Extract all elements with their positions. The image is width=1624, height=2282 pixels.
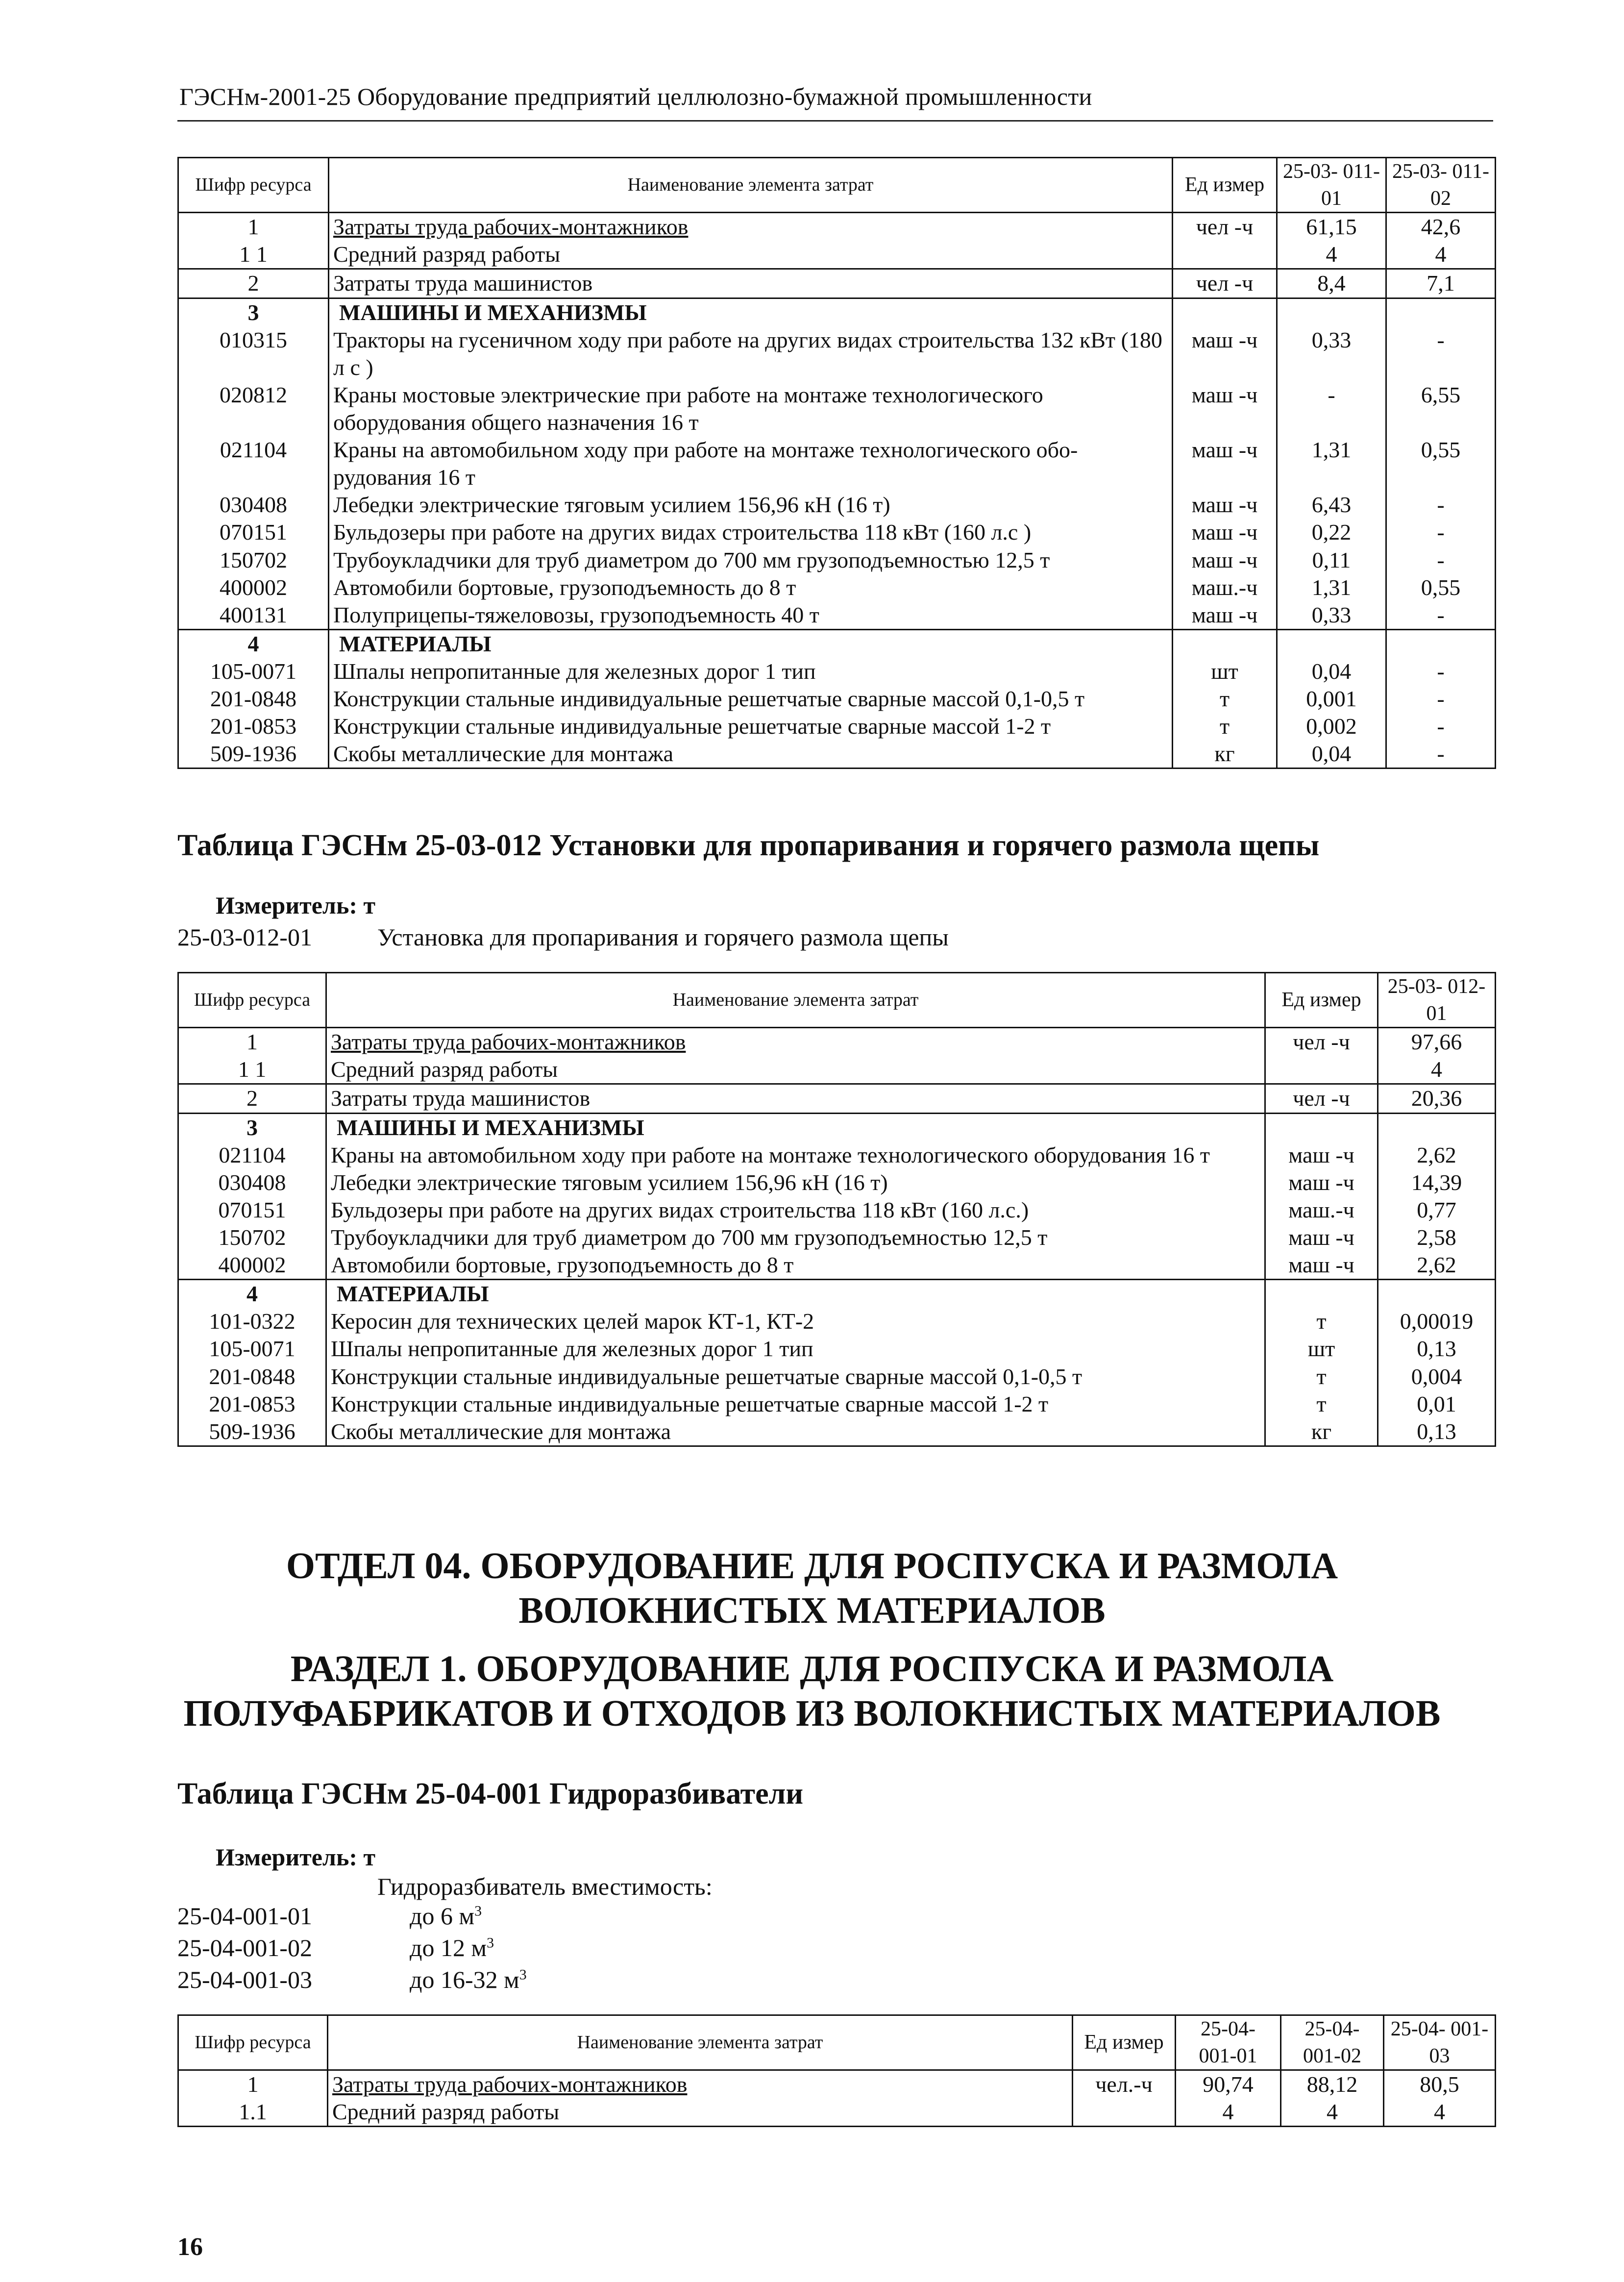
cell-name: Лебедки электрические тяговым усилием 156,96 кН (16 т) [326, 1169, 1265, 1196]
department-title-line-1: ОТДЕЛ 04. ОБОРУДОВАНИЕ ДЛЯ РОСПУСКА И РАЗМОЛА [286, 1545, 1338, 1587]
table-row [178, 1169, 1496, 1196]
cell-code: 010315 [178, 326, 329, 381]
item-code: 25-03-012-01 [177, 923, 312, 951]
cell-name: Конструкции стальные индивидуальные решетчатые сварные массой 1-2 т [326, 1390, 1265, 1418]
table-row [178, 1390, 1496, 1418]
cell-unit: маш -ч [1173, 381, 1277, 436]
cell-value: 88,12 [1281, 2070, 1384, 2099]
resource-table-25-03-011 [177, 157, 1496, 769]
resource-table-25-04-001 [177, 2014, 1496, 2127]
cell-name: Скобы металлические для монтажа [329, 740, 1173, 769]
col-header-unit: Ед измер [1265, 973, 1378, 1028]
cell-unit: т [1173, 713, 1277, 740]
cell-value: 0,22 [1277, 519, 1386, 546]
cell-value [1386, 629, 1496, 658]
cell-unit: кг [1265, 1418, 1378, 1446]
cell-name: Трубоукладчики для труб диаметром до 700 мм грузоподъемностью 12,5 т [326, 1224, 1265, 1251]
cell-unit: шт [1173, 658, 1277, 685]
cell-value: 2,58 [1378, 1224, 1496, 1251]
cell-unit: т [1173, 685, 1277, 713]
table-row [178, 2098, 1496, 2127]
cell-code: 201-0848 [178, 685, 329, 713]
cell-unit [1265, 1280, 1378, 1308]
cell-value: 4 [1281, 2098, 1384, 2127]
cell-value: 4 [1277, 241, 1386, 269]
table-row [178, 1028, 1496, 1056]
cell-code: 1 [178, 2070, 328, 2099]
table-row [178, 740, 1496, 769]
table-row [178, 241, 1496, 269]
cell-value: - [1386, 740, 1496, 769]
table-row [178, 1224, 1496, 1251]
cell-section-title: МАШИНЫ И МЕХАНИЗМЫ [329, 298, 1173, 326]
cell-value: 8,4 [1277, 269, 1386, 298]
section-row-materials [178, 1280, 1496, 1308]
cell-unit [1173, 629, 1277, 658]
cell-value: 0,00019 [1378, 1308, 1496, 1335]
cell-value: 0,001 [1277, 685, 1386, 713]
col-header-unit: Ед измер [1173, 158, 1277, 213]
cell-unit: кг [1173, 740, 1277, 769]
cell-value: 42,6 [1386, 213, 1496, 241]
cell-code: 400131 [178, 601, 329, 630]
cell-unit: т [1265, 1308, 1378, 1335]
cell-value: 20,36 [1378, 1084, 1496, 1113]
cell-name: Автомобили бортовые, грузоподъемность до 8 т [326, 1251, 1265, 1280]
cell-value: - [1386, 601, 1496, 630]
cell-unit: т [1265, 1390, 1378, 1418]
table-row [178, 1084, 1496, 1113]
cell-unit: маш -ч [1173, 601, 1277, 630]
cell-unit [1173, 298, 1277, 326]
cell-name: Краны на автомобильном ходу при работе на монтаже технологического оборудования 16 т [326, 1141, 1265, 1169]
cell-value: 61,15 [1277, 213, 1386, 241]
table-row [178, 326, 1496, 381]
table-header-row [178, 158, 1496, 213]
cell-code: 021104 [178, 1141, 326, 1169]
table-row [178, 601, 1496, 630]
cell-code: 2 [178, 1084, 326, 1113]
cell-code: 020812 [178, 381, 329, 436]
cell-unit: чел -ч [1265, 1084, 1378, 1113]
cell-value: 97,66 [1378, 1028, 1496, 1056]
cell-unit: маш -ч [1173, 519, 1277, 546]
table-header-row [178, 2015, 1496, 2070]
cell-code: 1 1 [178, 1056, 326, 1084]
col-header-code: Шифр ресурса [178, 2015, 328, 2070]
subsection-title-line-1: РАЗДЕЛ 1. ОБОРУДОВАНИЕ ДЛЯ РОСПУСКА И РАЗМОЛА [290, 1648, 1334, 1689]
col-header-rate-3: 25-04- 001-03 [1384, 2015, 1496, 2070]
cell-code: 201-0848 [178, 1363, 326, 1390]
cell-unit: маш.-ч [1265, 1196, 1378, 1224]
cell-code: 070151 [178, 519, 329, 546]
cell-unit: маш -ч [1265, 1169, 1378, 1196]
cell-value: - [1386, 546, 1496, 574]
table-row [178, 1363, 1496, 1390]
cell-name: Лебедки электрические тяговым усилием 156,96 кН (16 т) [329, 491, 1173, 519]
table-row [178, 2070, 1496, 2099]
cell-value: 0,04 [1277, 740, 1386, 769]
table-row [178, 658, 1496, 685]
cell-name: Средний разряд работы [326, 1056, 1265, 1084]
cell-code: 400002 [178, 574, 329, 601]
item-name: до 16-32 $м^3$ [410, 1966, 527, 1993]
cell-value: 14,39 [1378, 1169, 1496, 1196]
table-row [178, 1251, 1496, 1280]
cell-value: 4 [1378, 1056, 1496, 1084]
cell-unit [1073, 2098, 1176, 2127]
cell-value: 2,62 [1378, 1141, 1496, 1169]
cell-value: - [1386, 713, 1496, 740]
cell-value: 0,04 [1277, 658, 1386, 685]
col-header-rate-1: 25-04- 001-01 [1176, 2015, 1281, 2070]
cell-name: Средний разряд работы [329, 241, 1173, 269]
cell-value [1378, 1280, 1496, 1308]
cell-code: 105-0071 [178, 1335, 326, 1363]
table-row [178, 574, 1496, 601]
col-header-name: Наименование элемента затрат [326, 973, 1265, 1028]
cell-unit: маш.-ч [1173, 574, 1277, 601]
cell-code: 150702 [178, 1224, 326, 1251]
cell-code: 201-0853 [178, 1390, 326, 1418]
table-row [178, 1418, 1496, 1446]
cell-value: 4 [1176, 2098, 1281, 2127]
cell-value: 0,004 [1378, 1363, 1496, 1390]
col-header-unit: Ед измер [1073, 2015, 1176, 2070]
cell-value: 0,01 [1378, 1390, 1496, 1418]
cell-code: 070151 [178, 1196, 326, 1224]
cell-value: 80,5 [1384, 2070, 1496, 2099]
cell-value: 0,77 [1378, 1196, 1496, 1224]
cell-value: 1,31 [1277, 436, 1386, 491]
cell-value: 0,11 [1277, 546, 1386, 574]
cell-value: 90,74 [1176, 2070, 1281, 2099]
cell-value: 0,33 [1277, 601, 1386, 630]
cell-value: 0,55 [1386, 436, 1496, 491]
cell-code: 030408 [178, 491, 329, 519]
cell-name: Шпалы непропитанные для железных дорог 1 тип [326, 1335, 1265, 1363]
cell-value [1277, 629, 1386, 658]
cell-code: 101-0322 [178, 1308, 326, 1335]
cell-value: 7,1 [1386, 269, 1496, 298]
table-row [178, 1196, 1496, 1224]
department-title [0, 1544, 1624, 1633]
cell-section-title: МАТЕРИАЛЫ [329, 629, 1173, 658]
cell-name: Бульдозеры при работе на других видах строительства 118 кВт (160 л.с ) [329, 519, 1173, 546]
cell-value: - [1386, 326, 1496, 381]
cell-name: Шпалы непропитанные для железных дорог 1 тип [329, 658, 1173, 685]
cell-unit: чел.-ч [1073, 2070, 1176, 2099]
cell-name: Керосин для технических целей марок КТ-1, КТ-2 [326, 1308, 1265, 1335]
cell-value: 0,13 [1378, 1335, 1496, 1363]
cell-code: 105-0071 [178, 658, 329, 685]
cell-code: 4 [178, 629, 329, 658]
table-row [178, 519, 1496, 546]
cell-code: 1 [178, 213, 329, 241]
item-code: 25-04-001-02 [177, 1934, 312, 1961]
measure-line [216, 891, 375, 919]
cell-name: Полуприцепы-тяжеловозы, грузоподъемность 40 т [329, 601, 1173, 630]
col-header-rate-1: 25-03- 012-01 [1378, 973, 1496, 1028]
cell-name: Скобы металлические для монтажа [326, 1418, 1265, 1446]
col-header-name: Наименование элемента затрат [328, 2015, 1073, 2070]
cell-section-title: МАШИНЫ И МЕХАНИЗМЫ [326, 1113, 1265, 1141]
page-number: 16 [177, 2233, 203, 2261]
cell-value [1378, 1113, 1496, 1141]
table-row [178, 1335, 1496, 1363]
measure-label: Измеритель: [216, 892, 358, 919]
table-row [178, 381, 1496, 436]
item-code: 25-04-001-01 [177, 1902, 312, 1930]
cell-name: Автомобили бортовые, грузоподъемность до 8 т [329, 574, 1173, 601]
header-divider [177, 120, 1493, 122]
cell-name: Конструкции стальные индивидуальные решетчатые сварные массой 0,1-0,5 т [329, 685, 1173, 713]
table-row [178, 546, 1496, 574]
measure-value: т [363, 1843, 376, 1871]
cell-value: 0,33 [1277, 326, 1386, 381]
cell-code: 021104 [178, 436, 329, 491]
cell-unit [1265, 1056, 1378, 1084]
cell-name: Затраты труда рабочих-монтажников [328, 2070, 1073, 2099]
resource-table-25-03-012 [177, 972, 1496, 1447]
cell-unit: чел -ч [1173, 213, 1277, 241]
cell-code: 509-1936 [178, 1418, 326, 1446]
cell-value: - [1386, 658, 1496, 685]
measure-line [216, 1843, 375, 1871]
cell-unit: шт [1265, 1335, 1378, 1363]
table-heading-25-03-012: Таблица ГЭСНм 25-03-012 Установки для пропаривания и горячего размола щепы [177, 829, 1320, 862]
col-header-rate-2: 25-04- 001-02 [1281, 2015, 1384, 2070]
cell-value: 0,002 [1277, 713, 1386, 740]
table-header-row [178, 973, 1496, 1028]
cell-name: Затраты труда рабочих-монтажников [329, 213, 1173, 241]
cell-value: 0,13 [1378, 1418, 1496, 1446]
cell-section-title: МАТЕРИАЛЫ [326, 1280, 1265, 1308]
cell-code: 3 [178, 298, 329, 326]
cell-name: Краны на автомобильном ходу при работе на монтаже технологического обо-рудования 16 т [329, 436, 1173, 491]
section-row-materials [178, 629, 1496, 658]
measure-value: т [363, 892, 376, 919]
cell-code: 3 [178, 1113, 326, 1141]
cell-unit: чел -ч [1265, 1028, 1378, 1056]
cell-value: 4 [1386, 241, 1496, 269]
cell-code: 1.1 [178, 2098, 328, 2127]
page-header-title: ГЭСНм-2001-25 Оборудование предприятий целлюлозно-бумажной промышленности [179, 83, 1092, 110]
item-name: Установка для пропаривания и горячего размола щепы [377, 923, 949, 951]
cell-code: 030408 [178, 1169, 326, 1196]
cell-unit: маш -ч [1265, 1251, 1378, 1280]
cell-name: Затраты труда машинистов [329, 269, 1173, 298]
cell-unit [1173, 241, 1277, 269]
table-row [178, 491, 1496, 519]
item-name: до 6 $м^3$ [410, 1902, 482, 1930]
cell-code: 2 [178, 269, 329, 298]
cell-value: - [1386, 685, 1496, 713]
cell-unit: маш -ч [1173, 491, 1277, 519]
cell-code: 150702 [178, 546, 329, 574]
cell-name: Конструкции стальные индивидуальные решетчатые сварные массой 1-2 т [329, 713, 1173, 740]
cell-unit: маш -ч [1173, 326, 1277, 381]
col-header-rate-2: 25-03- 011-02 [1386, 158, 1496, 213]
cell-code: 201-0853 [178, 713, 329, 740]
table-row [178, 713, 1496, 740]
cell-name: Краны мостовые электрические при работе на монтаже технологического оборудования общего назначения 16 т [329, 381, 1173, 436]
col-header-name: Наименование элемента затрат [329, 158, 1173, 213]
table-row [178, 1308, 1496, 1335]
cell-code: 509-1936 [178, 740, 329, 769]
cell-code: 1 1 [178, 241, 329, 269]
col-header-code: Шифр ресурса [178, 158, 329, 213]
cell-value: 0,55 [1386, 574, 1496, 601]
cell-value: 6,55 [1386, 381, 1496, 436]
cell-unit: маш -ч [1265, 1141, 1378, 1169]
cell-name: Затраты труда машинистов [326, 1084, 1265, 1113]
cell-name: Конструкции стальные индивидуальные решетчатые сварные массой 0,1-0,5 т [326, 1363, 1265, 1390]
table-row [178, 685, 1496, 713]
cell-value [1386, 298, 1496, 326]
cell-name: Средний разряд работы [328, 2098, 1073, 2127]
item-group-intro: Гидроразбиватель вместимость: [377, 1873, 713, 1900]
cell-name: Трубоукладчики для труб диаметром до 700 мм грузоподъемностью 12,5 т [329, 546, 1173, 574]
section-row-machines [178, 1113, 1496, 1141]
table-row [178, 269, 1496, 298]
cell-unit [1265, 1113, 1378, 1141]
col-header-rate-1: 25-03- 011-01 [1277, 158, 1386, 213]
table-row [178, 1141, 1496, 1169]
measure-label: Измеритель: [216, 1843, 358, 1871]
cell-name: Затраты труда рабочих-монтажников [326, 1028, 1265, 1056]
cell-unit: маш -ч [1173, 546, 1277, 574]
cell-name: Бульдозеры при работе на других видах строительства 118 кВт (160 л.с.) [326, 1196, 1265, 1224]
cell-unit: маш -ч [1265, 1224, 1378, 1251]
cell-value: - [1386, 519, 1496, 546]
cell-value: 2,62 [1378, 1251, 1496, 1280]
subsection-title [0, 1647, 1624, 1736]
cell-code: 4 [178, 1280, 326, 1308]
table-row [178, 213, 1496, 241]
cell-unit: чел -ч [1173, 269, 1277, 298]
subsection-title-line-2: ПОЛУФАБРИКАТОВ И ОТХОДОВ ИЗ ВОЛОКНИСТЫХ МАТЕРИАЛОВ [183, 1693, 1441, 1735]
item-code: 25-04-001-03 [177, 1966, 312, 1993]
item-name: до 12 $м^3$ [410, 1934, 494, 1961]
cell-unit: маш -ч [1173, 436, 1277, 491]
cell-value: 1,31 [1277, 574, 1386, 601]
cell-code: 400002 [178, 1251, 326, 1280]
table-row [178, 1056, 1496, 1084]
cell-value [1277, 298, 1386, 326]
section-row-machines [178, 298, 1496, 326]
table-heading-25-04-001: Таблица ГЭСНм 25-04-001 Гидроразбиватели [177, 1777, 804, 1811]
cell-name: Тракторы на гусеничном ходу при работе на других видах строительства 132 кВт (180 л с ) [329, 326, 1173, 381]
col-header-code: Шифр ресурса [178, 973, 326, 1028]
cell-code: 1 [178, 1028, 326, 1056]
cell-value: 6,43 [1277, 491, 1386, 519]
table-row [178, 436, 1496, 491]
cell-value: 4 [1384, 2098, 1496, 2127]
cell-value: - [1386, 491, 1496, 519]
cell-value: - [1277, 381, 1386, 436]
cell-unit: т [1265, 1363, 1378, 1390]
department-title-line-2: ВОЛОКНИСТЫХ МАТЕРИАЛОВ [518, 1590, 1106, 1632]
